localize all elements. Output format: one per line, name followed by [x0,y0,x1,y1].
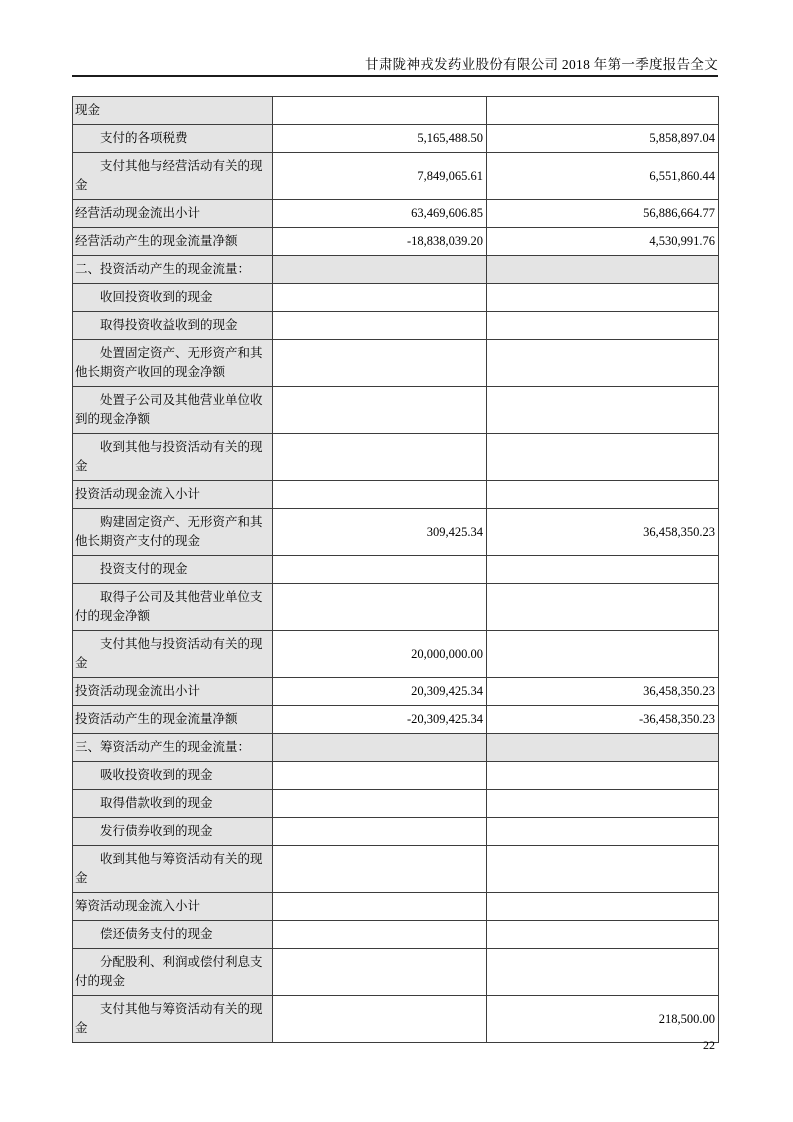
value-prior-period: 5,858,897.04 [487,125,719,153]
row-label: 三、筹资活动产生的现金流量： [73,734,273,762]
row-label: 投资支付的现金 [73,556,273,584]
row-label: 取得投资收益收到的现金 [73,312,273,340]
row-label: 经营活动现金流出小计 [73,200,273,228]
value-current-period [273,387,487,434]
value-prior-period [487,818,719,846]
table-row [73,97,719,125]
table-row [73,893,719,921]
value-prior-period [487,256,719,284]
value-current-period [273,790,487,818]
row-label: 发行债券收到的现金 [73,818,273,846]
value-current-period [273,481,487,509]
table-row [73,921,719,949]
value-prior-period [487,387,719,434]
row-label: 收到其他与投资活动有关的现金 [73,434,273,481]
row-label: 偿还债务支付的现金 [73,921,273,949]
value-current-period: -18,838,039.20 [273,228,487,256]
value-prior-period [487,556,719,584]
table-row [73,434,719,481]
row-label: 分配股利、利润或偿付利息支付的现金 [73,949,273,996]
value-current-period: 7,849,065.61 [273,153,487,200]
value-current-period [273,762,487,790]
value-prior-period [487,434,719,481]
value-prior-period [487,790,719,818]
value-prior-period [487,97,719,125]
value-prior-period [487,340,719,387]
table-row [73,256,719,284]
table-row [73,762,719,790]
value-prior-period: 36,458,350.23 [487,678,719,706]
value-current-period [273,284,487,312]
row-label: 收回投资收到的现金 [73,284,273,312]
row-label: 支付其他与筹资活动有关的现金 [73,996,273,1043]
row-label: 投资活动现金流入小计 [73,481,273,509]
value-prior-period [487,481,719,509]
table-row [73,481,719,509]
row-label: 二、投资活动产生的现金流量： [73,256,273,284]
table-row [73,706,719,734]
row-label: 购建固定资产、无形资产和其他长期资产支付的现金 [73,509,273,556]
value-current-period [273,584,487,631]
table-row [73,846,719,893]
value-prior-period [487,284,719,312]
row-label: 经营活动产生的现金流量净额 [73,228,273,256]
value-current-period [273,312,487,340]
table-row [73,228,719,256]
value-prior-period: 6,551,860.44 [487,153,719,200]
table-row [73,556,719,584]
value-current-period: 5,165,488.50 [273,125,487,153]
value-current-period: -20,309,425.34 [273,706,487,734]
value-prior-period: 56,886,664.77 [487,200,719,228]
value-current-period [273,340,487,387]
value-current-period [273,818,487,846]
header-rule [72,75,718,77]
table-row [73,387,719,434]
value-prior-period: 36,458,350.23 [487,509,719,556]
table-row [73,125,719,153]
row-label: 支付其他与经营活动有关的现金 [73,153,273,200]
row-label: 取得子公司及其他营业单位支付的现金净额 [73,584,273,631]
value-prior-period: -36,458,350.23 [487,706,719,734]
table-row [73,631,719,678]
value-current-period: 20,309,425.34 [273,678,487,706]
row-label: 现金 [73,97,273,125]
value-prior-period [487,893,719,921]
value-current-period [273,256,487,284]
row-label: 处置固定资产、无形资产和其他长期资产收回的现金净额 [73,340,273,387]
value-current-period [273,556,487,584]
row-label: 支付其他与投资活动有关的现金 [73,631,273,678]
table-row [73,509,719,556]
page-header-title: 甘肃陇神戎发药业股份有限公司 2018 年第一季度报告全文 [365,57,718,72]
row-label: 吸收投资收到的现金 [73,762,273,790]
value-current-period: 63,469,606.85 [273,200,487,228]
row-label: 处置子公司及其他营业单位收到的现金净额 [73,387,273,434]
table-row [73,340,719,387]
value-current-period [273,734,487,762]
value-current-period [273,97,487,125]
row-label: 投资活动现金流出小计 [73,678,273,706]
cash-flow-statement-table [72,96,719,1043]
value-prior-period [487,921,719,949]
row-label: 收到其他与筹资活动有关的现金 [73,846,273,893]
table-row [73,949,719,996]
table-row [73,996,719,1043]
value-prior-period [487,734,719,762]
value-prior-period [487,312,719,340]
value-current-period [273,846,487,893]
table-row [73,818,719,846]
table-row [73,312,719,340]
table-row [73,153,719,200]
value-current-period [273,893,487,921]
value-prior-period [487,762,719,790]
value-prior-period: 218,500.00 [487,996,719,1043]
page-number: 22 [703,1038,715,1052]
value-prior-period [487,949,719,996]
value-current-period [273,434,487,481]
value-current-period [273,996,487,1043]
value-prior-period [487,584,719,631]
table-row [73,584,719,631]
table-row [73,790,719,818]
row-label: 投资活动产生的现金流量净额 [73,706,273,734]
value-prior-period: 4,530,991.76 [487,228,719,256]
value-prior-period [487,631,719,678]
value-prior-period [487,846,719,893]
table-row [73,200,719,228]
value-current-period [273,949,487,996]
table-row [73,284,719,312]
value-current-period: 309,425.34 [273,509,487,556]
row-label: 筹资活动现金流入小计 [73,893,273,921]
table-row [73,678,719,706]
table-row [73,734,719,762]
row-label: 取得借款收到的现金 [73,790,273,818]
value-current-period [273,921,487,949]
value-current-period: 20,000,000.00 [273,631,487,678]
row-label: 支付的各项税费 [73,125,273,153]
